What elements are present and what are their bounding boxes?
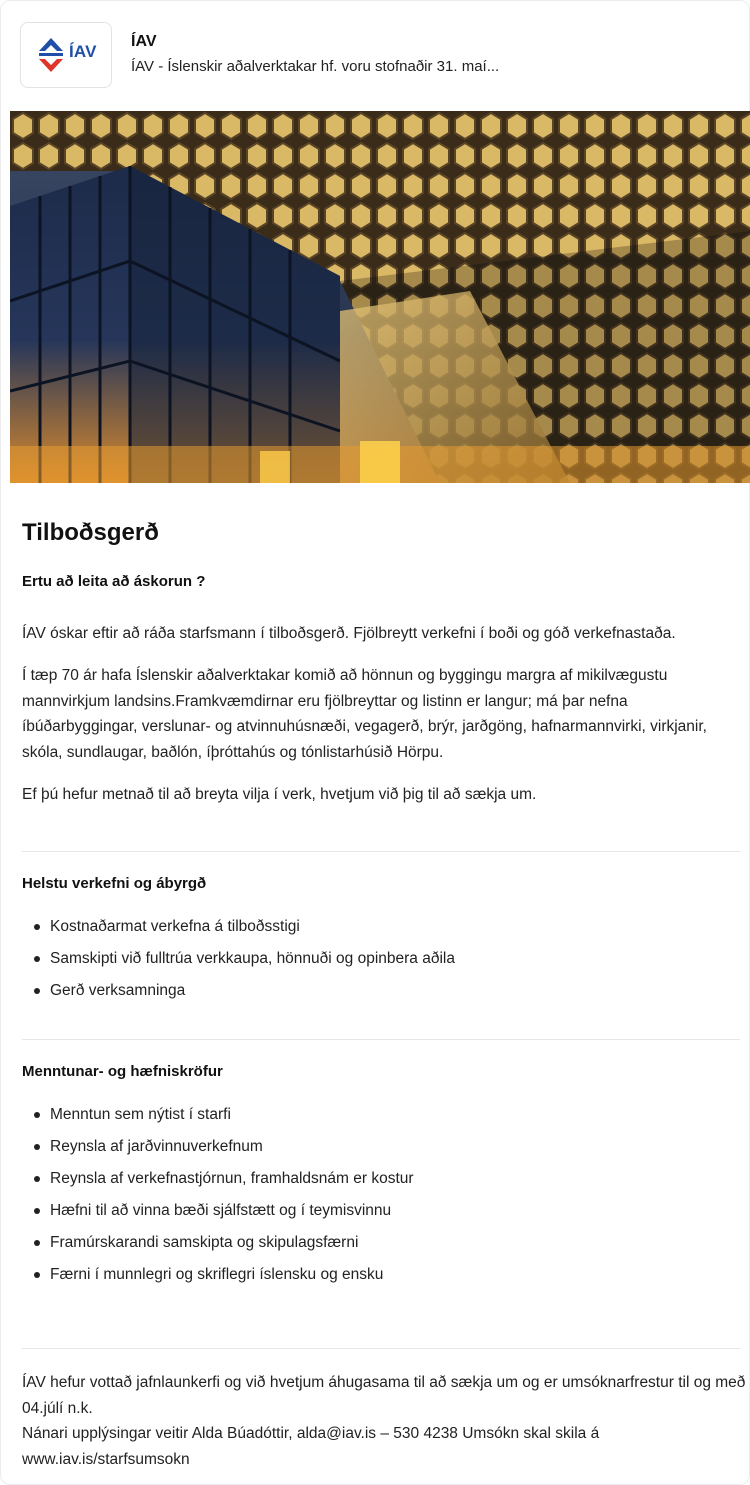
list-item bbox=[50, 943, 455, 975]
bullet-icon bbox=[34, 956, 40, 962]
building-photo bbox=[10, 111, 750, 483]
logo-text: ÍAV bbox=[69, 42, 97, 61]
list-item-text: Menntun sem nýtist í starfi bbox=[50, 1106, 231, 1123]
company-name[interactable]: ÍAV bbox=[131, 33, 157, 50]
qualifications-list bbox=[50, 1099, 414, 1291]
responsibilities-list bbox=[50, 911, 455, 1007]
list-item bbox=[50, 1195, 414, 1227]
section-divider bbox=[22, 851, 740, 852]
intro-heading: Ertu að leita að áskorun ? bbox=[22, 573, 206, 590]
section-divider bbox=[22, 1039, 740, 1040]
intro-paragraph-1: ÍAV óskar eftir að ráða starfsmann í tilboðsgerð. Fjölbreytt verkefni í boði og góð verkefnastaða. bbox=[22, 625, 676, 642]
intro-paragraph-3: Ef þú hefur metnað til að breyta vilja í verk, hvetjum við þig til að sækja um. bbox=[22, 786, 537, 803]
bullet-icon bbox=[34, 988, 40, 994]
qualifications-heading: Menntunar- og hæfniskröfur bbox=[22, 1063, 223, 1080]
list-item bbox=[50, 1227, 414, 1259]
bullet-icon bbox=[34, 1208, 40, 1214]
bullet-icon bbox=[34, 1112, 40, 1118]
list-item-text: Reynsla af verkefnastjórnun, framhaldsnám er kostur bbox=[50, 1170, 414, 1187]
company-logo[interactable] bbox=[20, 22, 112, 88]
bullet-icon bbox=[34, 1272, 40, 1278]
list-item bbox=[50, 1099, 414, 1131]
list-item-text: Framúrskarandi samskipta og skipulagsfærni bbox=[50, 1234, 359, 1251]
list-item-text: Hæfni til að vinna bæði sjálfstætt og í teymisvinnu bbox=[50, 1202, 392, 1219]
list-item bbox=[50, 1259, 414, 1291]
list-item-text: Reynsla af jarðvinnuverkefnum bbox=[50, 1138, 263, 1155]
application-info: ÍAV hefur vottað jafnlaunkerfi og við hvetjum áhugasama til að sækja um og er umsóknarfrestur til og með 04.júlí n.k. Nánari upplýsingar veitir Alda Búadóttir, alda@iav.is – 530 4238 Umsókn skal skila á www.iav.is/starfsumsokn bbox=[22, 1374, 746, 1468]
company-description: ÍAV - Íslenskir aðalverktakar hf. voru stofnaðir 31. maí... bbox=[131, 58, 500, 75]
bullet-icon bbox=[34, 1144, 40, 1150]
bullet-icon bbox=[34, 924, 40, 930]
hero-image bbox=[10, 111, 750, 483]
list-item bbox=[50, 911, 455, 943]
list-item bbox=[50, 1163, 414, 1195]
intro-paragraph-2: Í tæp 70 ár hafa Íslenskir aðalverktakar komið að hönnun og byggingu margra af mikilvægustu mannvirkjum landsins.Framkvæmdirnar eru fjölbreyttar og listinn er langur; má þar nefna íbúðarbyggingar, verslunar- og atvinnuhúsnæði, vegagerð, brýr, jarðgöng, hafnarmannvirki, virkjanir, skóla, sundlaugar, baðlón, íþróttahús og tónlistarhúsið Hörpu. bbox=[22, 667, 707, 761]
list-item-text: Samskipti við fulltrúa verkkaupa, hönnuði og opinbera aðila bbox=[50, 950, 455, 967]
company-header[interactable] bbox=[20, 22, 730, 88]
list-item bbox=[50, 1131, 414, 1163]
responsibilities-heading: Helstu verkefni og ábyrgð bbox=[22, 875, 207, 892]
job-title: Tilboðsgerð bbox=[22, 519, 159, 546]
iav-logo-icon bbox=[37, 37, 65, 73]
bullet-icon bbox=[34, 1240, 40, 1246]
section-divider bbox=[22, 1348, 740, 1349]
list-item bbox=[50, 975, 455, 1007]
list-item-text: Gerð verksamninga bbox=[50, 982, 186, 999]
list-item-text: Kostnaðarmat verkefna á tilboðsstigi bbox=[50, 918, 300, 935]
bullet-icon bbox=[34, 1176, 40, 1182]
list-item-text: Færni í munnlegri og skriflegri íslensku og ensku bbox=[50, 1266, 384, 1283]
